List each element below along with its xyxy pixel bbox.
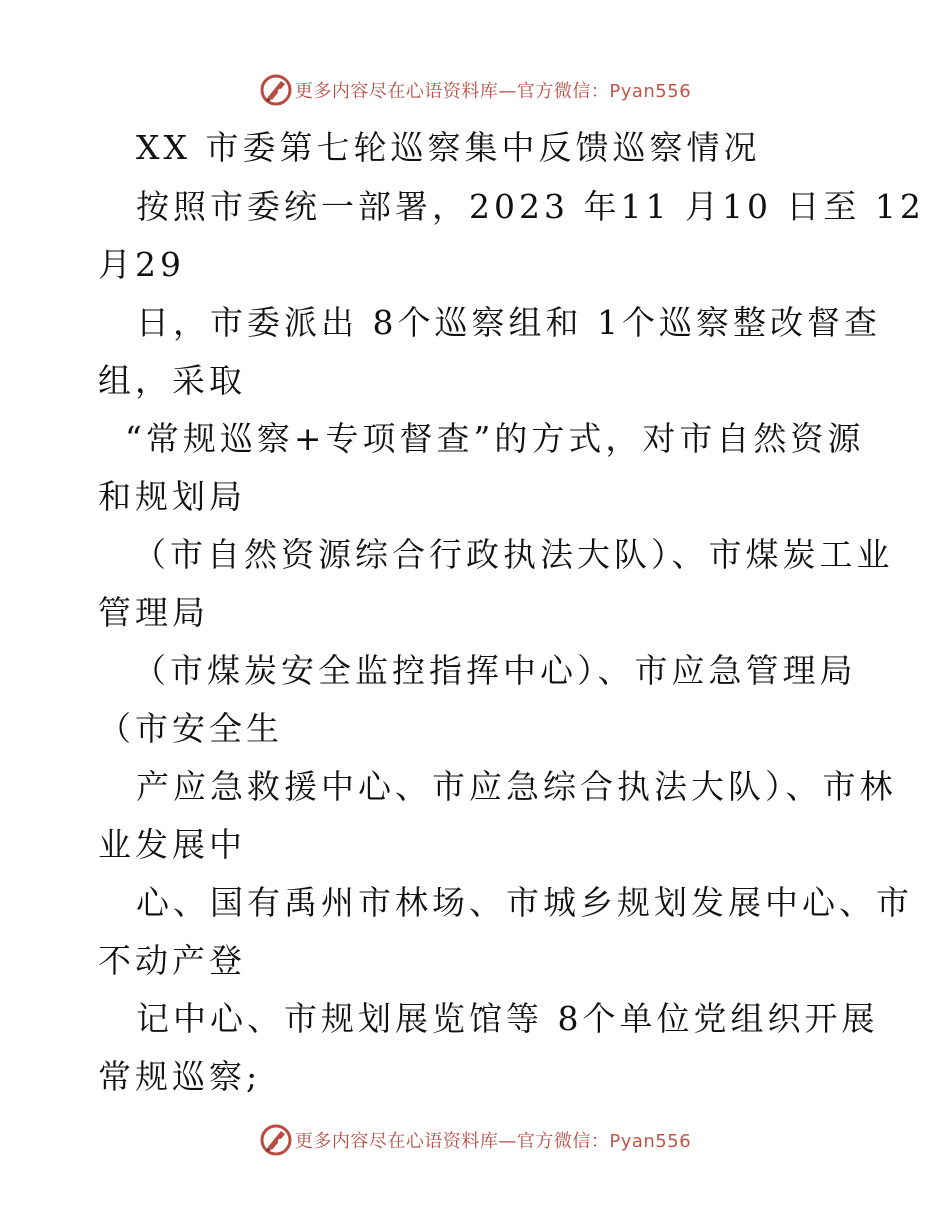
paragraph-line: 心、国有禹州市林场、市城乡规划发展中心、市 [136, 883, 913, 922]
pen-seal-logo-icon [259, 73, 293, 107]
paragraph-line: 常规巡察; [98, 1057, 262, 1096]
pen-seal-logo-icon [259, 1123, 293, 1157]
paragraph-line: （市煤炭安全监控指挥中心）、市应急管理局 [133, 651, 857, 690]
paragraph-line: 业发展中 [98, 825, 246, 864]
paragraph-line: 按照市委统一部署，2023 年11 月10 日至 12 [136, 187, 925, 226]
paragraph-line: 记中心、市规划展览馆等 8个单位党组织开展 [136, 999, 879, 1038]
paragraph-line: 组，采取 [98, 361, 246, 400]
paragraph-line: 和规划局 [98, 477, 246, 516]
footer-watermark [0, 1120, 950, 1160]
header-watermark [0, 70, 950, 110]
paragraph-line: 管理局 [98, 593, 209, 632]
paragraph-line: 产应急救援中心、市应急综合执法大队）、市林 [136, 767, 897, 806]
paragraph-line: （市自然资源综合行政执法大队）、市煤炭工业 [133, 535, 894, 574]
paragraph-line: “常规巡察+专项督查”的方式，对市自然资源 [125, 419, 865, 458]
document-title: XX 市委第七轮巡察集中反馈巡察情况 [136, 128, 761, 167]
paragraph-line: 月29 [98, 245, 185, 284]
paragraph-line: （市安全生 [98, 709, 283, 748]
paragraph-line: 不动产登 [98, 941, 246, 980]
watermark-text: 更多内容尽在心语资料库—官方微信：Pyan556 [294, 81, 692, 102]
watermark-text: 更多内容尽在心语资料库—官方微信：Pyan556 [294, 1131, 692, 1152]
paragraph-line: 日，市委派出 8个巡察组和 1个巡察整改督查 [136, 303, 881, 342]
